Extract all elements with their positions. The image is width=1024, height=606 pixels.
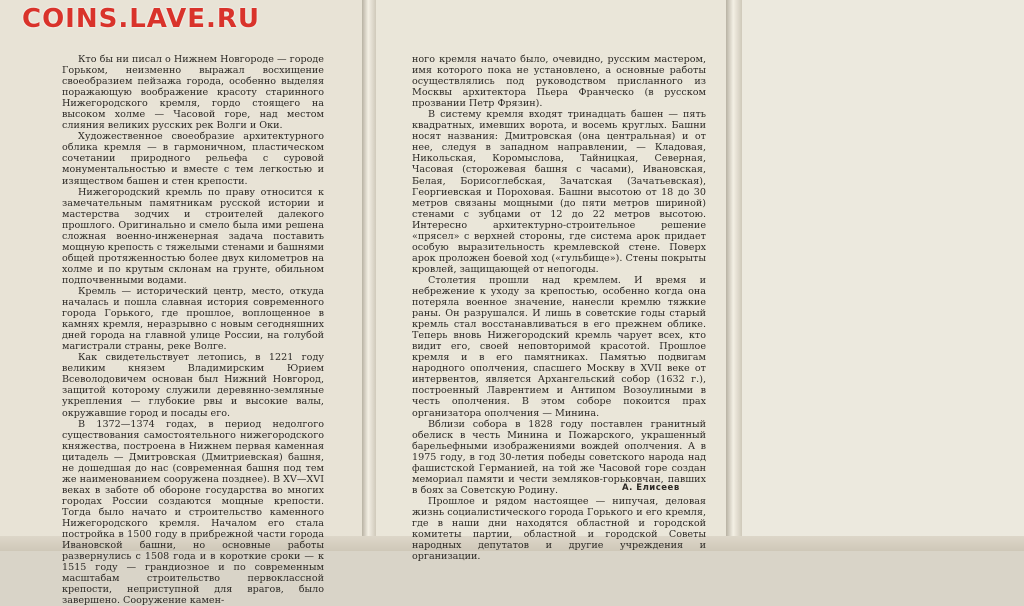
right-panel <box>740 0 1024 551</box>
paragraph: Нижегородский кремль по праву относится к замечательным памятникам русской истории и мастерства зодчих и строителей далекого прошлого. Оригинально и смело была ими решена сложная военно-инженерная задача поставить мощную крепость с тяжелыми стенами и башнями общей протяженностью более двух километров на холме и по крутым склонам на грунте, обильном подпочвенными водами. <box>62 186 324 286</box>
paragraph: Кремль — исторический центр, место, откуда началась и пошла славная история современного города Горького, где прошлое, воплощенное в камнях кремля, неразрывно с новым сегодняшних дней города на главной улице России, на голубой магистрали страны, реке Волге. <box>62 285 324 353</box>
paragraph: Прошлое и рядом настоящее — нипучая, деловая жизнь социалистического города Горького и его кремля, где в наши дни находятся областной и городской комитеты партии, областной и городской Советы народных депутатов и другие учреждения и организации. <box>412 495 706 563</box>
paragraph: Вблизи собора в 1828 году поставлен гранитный обелиск в честь Минина и Пожарского, украшенный барельефными изображениями вождей ополчения. А в 1975 году, в год 30-летия победы советского народа над фашистской Германией, на той же Часовой горе создан мемориал памяти и чести земляков-горьковчан, павших в боях за Советскую Родину. <box>412 418 706 496</box>
paragraph: Кто бы ни писал о Нижнем Новгороде — городе Горьком, неизменно выражал восхищение своеобразием пейзажа города, особенно выделяя поражающую воображение красоту старинного Нижегородского кремля, гордо стоящего на высоком холме — Часовой горе, над местом слияния великих русских рек Волги и Оки. <box>62 54 324 132</box>
fold-crease <box>362 0 376 551</box>
paragraph: ного кремля начато было, очевидно, русским мастером, имя которого пока не установлено, а основные работы осуществлялись под руководством присланного из Москвы архитектора Пьера Франческо (в русском прозвании Петр Фрязин). <box>412 54 706 110</box>
paragraph: В 1372—1374 годах, в период недолгого существования самостоятельного нижегородского княжества, построена в Нижнем первая каменная цитадель — Дмитровская (Дмитриевская) башня, не дошедшая до нас (современная башня под тем же наименованием сооружена позднее). В XV—XVI веках в заботе об обороне государства во многих городах России создаются мощные крепости. Тогда было начато и строительство каменного Нижегородского кремля. Началом его стала постройка в 1500 году в прибрежной части города Ивановской башни, но основные работы развернулись с 1508 года и в короткие сроки — к 1515 году — грандиозное и по современным масштабам строительство первоклассной крепости, неприступной для врагов, было завершено. Сооружение камен- <box>62 418 324 606</box>
paragraph: В систему кремля входят тринадцать башен — пять квадратных, имевших ворота, и восемь круглых. Башни носят названия: Дмитровская (она центральная) и от нее, следуя в западном направлении, — Кладовая, Никольская, Коромыслова, Тайницкая, Северная, Часовая (сторожевая башня с часами), Ивановская, Белая, Борисоглебская, Зачатская (Зачатьевская), Георгиевская и Пороховая. Башни высотою от 18 до 30 метров связаны мощными (до пяти метров шириной) стенами с зубцами от 12 до 22 метров высотою. Интересно архитектурно-строительное решение «прясел» с верхней стороны, где система арок придает особую выразительность кремлевской стене. Поверх арок проложен боевой ход («гульбище»). Стены покрыты кровлей, защищающей от непогоды. <box>412 109 706 275</box>
site-watermark: COINS.LAVE.RU <box>22 4 261 34</box>
paragraph: Художественное своеобразие архитектурного облика кремля — в гармоничном, пластическом сочетании природного рельефа с суровой монументальностью и вместе с тем легкостью и изяществом башен и стен крепости. <box>62 131 324 187</box>
text-column-left <box>62 54 324 606</box>
fold-crease <box>726 0 742 551</box>
paragraph: Как свидетельствует летопись, в 1221 году великим князем Владимирским Юрием Всеволодовичем основан был Нижний Новгород, защитой которому служили деревянно-земляные укрепления — глубокие рвы и высокие валы, окружавшие город и посады его. <box>62 352 324 419</box>
paragraph: Столетия прошли над кремлем. И время и небрежение к уходу за крепостью, особенно когда она потеряла военное значение, нанесли кремлю тяжкие раны. Он разрушался. И лишь в советские годы старый кремль стал восстанавливаться в его прежнем облике. Теперь вновь Нижегородский кремль чарует всех, кто видит его, своей неповторимой красотой. Прошлое кремля и в его памятниках. Памятью подвигам народного ополчения, спасшего Москву в XVII веке от интервентов, является Архангельский собор (1632 г.), построенный Лаврентием и Антипом Возоулиными в честь ополчения. В этом соборе покоится прах организатора ополчения — Минина. <box>412 274 706 419</box>
author-signature: А. Елисеев <box>622 483 680 493</box>
